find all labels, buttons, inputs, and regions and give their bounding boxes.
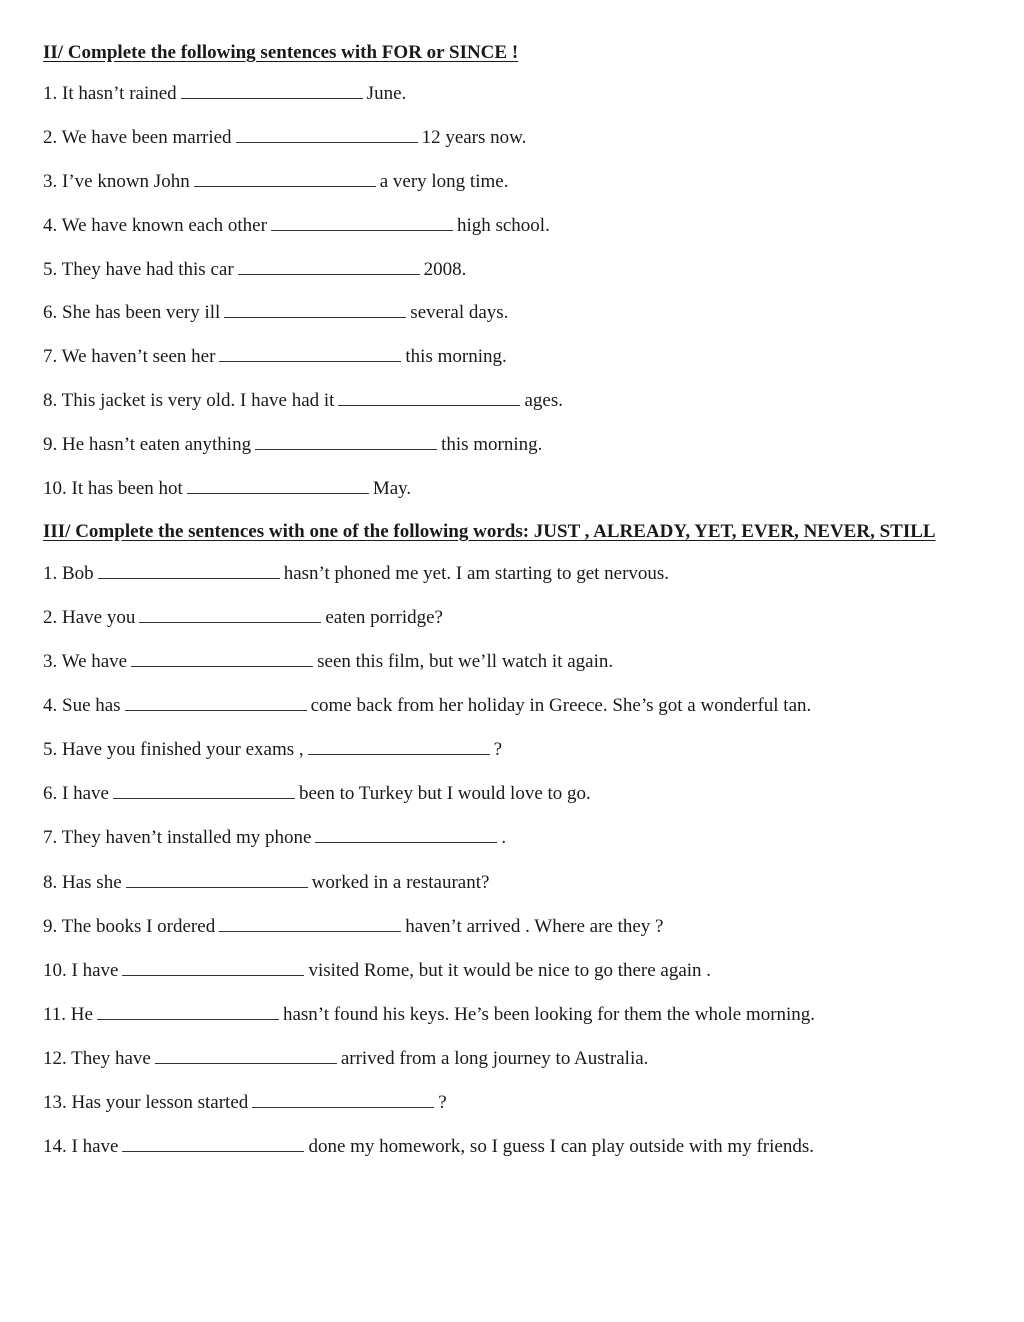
exercise-sentence <box>43 780 972 806</box>
answer-blank[interactable] <box>224 299 406 318</box>
answer-blank[interactable] <box>155 1045 337 1064</box>
sentence-end: ? <box>493 739 503 761</box>
answer-blank[interactable] <box>238 256 420 275</box>
sentence-start: 10. It has been hot <box>43 478 183 500</box>
exercise-sentence <box>43 913 972 939</box>
exercise-sentence <box>43 560 972 586</box>
exercise-sentence <box>43 648 972 674</box>
answer-blank[interactable] <box>338 387 520 406</box>
answer-blank[interactable] <box>139 604 321 623</box>
exercise-sentence <box>43 431 972 457</box>
exercise-sentence <box>43 387 972 413</box>
sentence-end: come back from her holiday in Greece. She’s got a wonderful tan. <box>310 695 812 717</box>
sentence-end: ? <box>438 1092 447 1114</box>
answer-blank[interactable] <box>271 212 453 231</box>
exercise-sentence <box>43 736 972 762</box>
exercise-sentence <box>43 299 972 325</box>
sentence-end: hasn’t phoned me yet. I am starting to get nervous. <box>283 562 670 584</box>
sentence-start: 1. Bob <box>43 562 94 584</box>
section-3-heading: III/ Complete the sentences with one of the following words: JUST , ALREADY, YET, EVER, NEVER, STILL <box>43 520 936 542</box>
sentence-end: done my homework, so I guess I can play outside with my friends. <box>308 1136 814 1158</box>
sentence-start: 4. We have known each other <box>43 214 267 236</box>
answer-blank[interactable] <box>122 957 304 976</box>
sentence-end: June. <box>366 83 407 104</box>
exercise-sentence <box>43 692 972 718</box>
sentence-start: 7. We haven’t seen her <box>43 346 216 368</box>
exercise-sentence <box>43 475 972 501</box>
sentence-start: 7. They haven’t installed my phone <box>43 827 312 849</box>
exercise-sentence <box>43 957 972 983</box>
answer-blank[interactable] <box>113 780 295 799</box>
answer-blank[interactable] <box>219 343 401 362</box>
sentence-start: 8. Has she <box>43 871 122 893</box>
answer-blank[interactable] <box>131 648 313 667</box>
sentence-start: 6. She has been very ill <box>43 302 221 324</box>
answer-blank[interactable] <box>315 824 497 843</box>
sentence-end: several days. <box>410 302 509 324</box>
exercise-sentence <box>43 604 972 630</box>
sentence-end: arrived from a long journey to Australia. <box>340 1047 649 1069</box>
exercise-sentence <box>43 256 972 282</box>
sentence-end: 2008. <box>423 258 467 280</box>
exercise-sentence <box>43 1089 972 1115</box>
exercise-sentence <box>43 1001 972 1027</box>
exercise-sentence <box>43 80 972 106</box>
answer-blank[interactable] <box>219 913 401 932</box>
answer-blank[interactable] <box>236 124 418 143</box>
sentence-end: May. <box>372 478 412 500</box>
answer-blank[interactable] <box>187 475 369 494</box>
exercise-sentence <box>43 869 972 895</box>
answer-blank[interactable] <box>252 1089 434 1108</box>
sentence-start: 6. I have <box>43 783 109 805</box>
answer-blank[interactable] <box>308 736 490 755</box>
sentence-start: 13. Has your lesson started <box>43 1092 249 1114</box>
sentence-end: 12 years now. <box>421 126 527 148</box>
answer-blank[interactable] <box>126 869 308 888</box>
answer-blank[interactable] <box>98 560 280 579</box>
sentence-start: 1. It hasn’t rained <box>43 83 177 104</box>
sentence-end: haven’t arrived . Where are they ? <box>405 915 664 937</box>
exercise-sentence <box>43 212 972 238</box>
for-since-exercise-list <box>43 80 972 501</box>
sentence-end: seen this film, but we’ll watch it again. <box>317 651 614 673</box>
sentence-end: a very long time. <box>379 170 509 192</box>
sentence-end: visited Rome, but it would be nice to go there again . <box>308 959 712 981</box>
sentence-start: 9. The books I ordered <box>43 915 216 937</box>
exercise-sentence <box>43 168 972 194</box>
section-2-heading: II/ Complete the following sentences with FOR or SINCE ! <box>43 42 519 63</box>
sentence-end: ages. <box>524 390 563 412</box>
sentence-end: been to Turkey but I would love to go. <box>298 783 591 805</box>
sentence-start: 3. I’ve known John <box>43 170 190 192</box>
sentence-end: eaten porridge? <box>325 607 443 628</box>
answer-blank[interactable] <box>125 692 307 711</box>
sentence-start: 4. Sue has <box>43 695 121 717</box>
sentence-start: 5. Have you finished your exams , <box>43 739 304 761</box>
sentence-start: 12. They have <box>43 1047 151 1069</box>
sentence-end: . <box>501 827 507 849</box>
adverb-exercise-list <box>43 560 972 1159</box>
sentence-end: high school. <box>456 214 550 236</box>
sentence-end: this morning. <box>441 434 543 456</box>
answer-blank[interactable] <box>194 168 376 187</box>
exercise-sentence <box>43 124 972 150</box>
exercise-sentence <box>43 1045 972 1071</box>
sentence-start: 2. We have been married <box>43 126 232 148</box>
answer-blank[interactable] <box>122 1133 304 1152</box>
sentence-start: 5. They have had this car <box>43 258 234 280</box>
sentence-start: 10. I have <box>43 959 119 981</box>
answer-blank[interactable] <box>181 80 363 99</box>
sentence-start: 9. He hasn’t eaten anything <box>43 434 252 456</box>
exercise-sentence <box>43 824 972 850</box>
sentence-end: hasn’t found his keys. He’s been looking for them the whole morning. <box>282 1003 816 1025</box>
sentence-start: 2. Have you <box>43 607 136 628</box>
sentence-end: this morning. <box>405 346 507 368</box>
sentence-end: worked in a restaurant? <box>311 871 490 893</box>
sentence-start: 14. I have <box>43 1136 119 1158</box>
exercise-sentence <box>43 343 972 369</box>
answer-blank[interactable] <box>255 431 437 450</box>
sentence-start: 3. We have <box>43 651 128 673</box>
sentence-start: 11. He <box>43 1003 93 1025</box>
exercise-sentence <box>43 1133 972 1159</box>
sentence-start: 8. This jacket is very old. I have had it <box>43 390 335 412</box>
answer-blank[interactable] <box>97 1001 279 1020</box>
